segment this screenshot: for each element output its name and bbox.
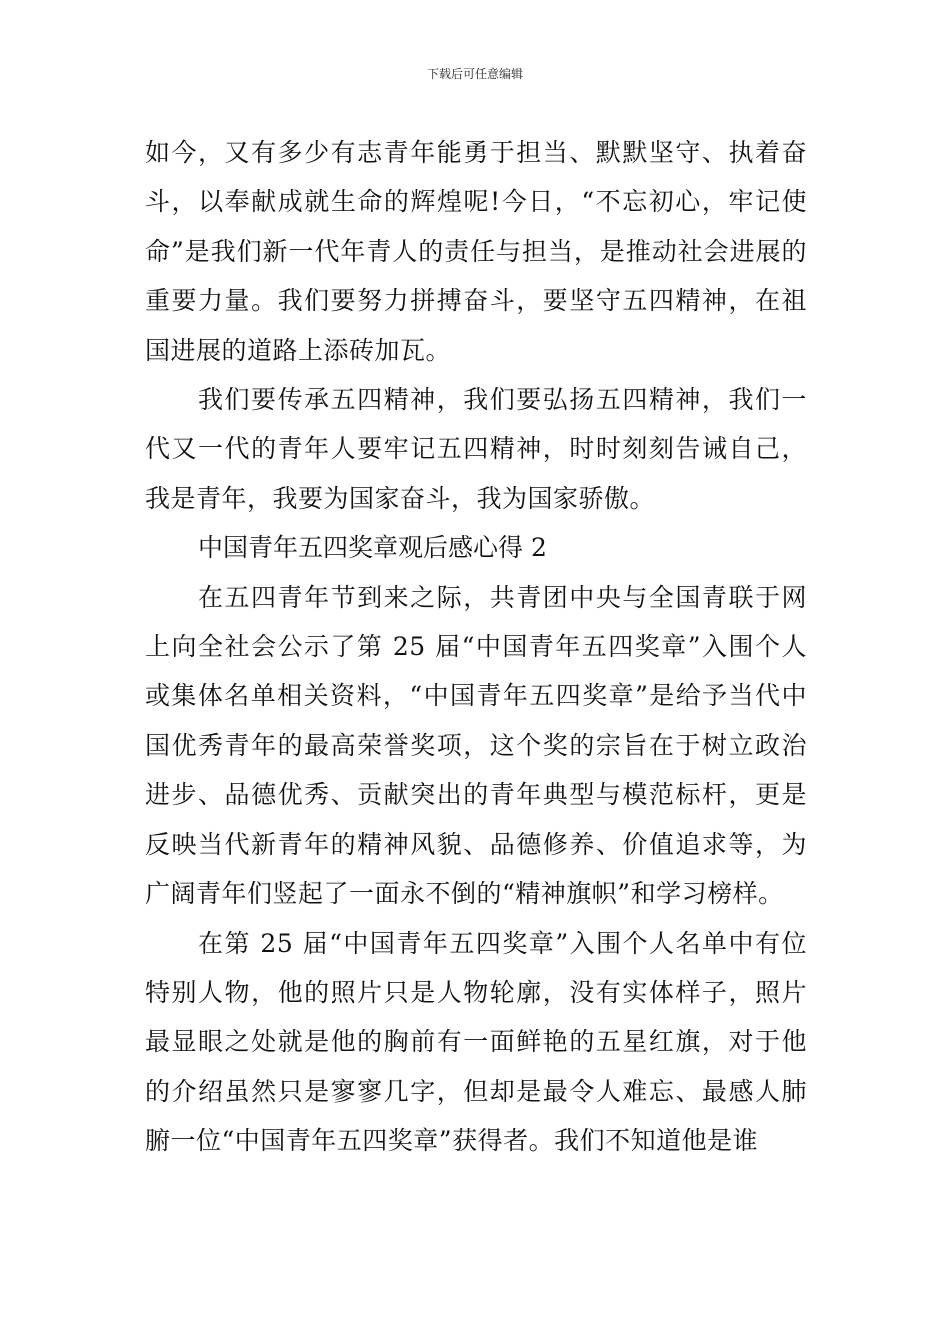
section-heading: 中国青年五四奖章观后感心得 2	[198, 533, 547, 563]
document-body	[145, 128, 807, 1166]
header-note: 下载后可任意编辑	[426, 67, 523, 81]
paragraph-1: 如今，又有多少有志青年能勇于担当、默默坚守、执着奋斗，以奉献成就生命的辉煌呢!今日，“不忘初心，牢记使命”是我们新一代年青人的责任与担当，是推动社会进展的重要力量。我们要努力拼搏奋斗，要坚守五四精神，在祖国进展的道路上添砖加瓦。	[145, 138, 807, 365]
paragraph-3: 在五四青年节到来之际，共青团中央与全国青联于网上向全社会公示了第 25 届“中国青年五四奖章”入围个人或集体名单相关资料，“中国青年五四奖章”是给予当代中国优秀青年的最高荣誉奖项，这个奖的宗旨在于树立政治进步、品德优秀、贡献突出的青年典型与模范标杆，更是反映当代新青年的精神风貌、品德修养、价值追求等，为广阔青年们竖起了一面永不倒的“精神旗帜”和学习榜样。	[145, 582, 807, 909]
paragraph-4: 在第 25 届“中国青年五四奖章”入围个人名单中有位特别人物，他的照片只是人物轮廓，没有实体样子，照片最显眼之处就是他的胸前有一面鲜艳的五星红旗，对于他的介绍虽然只是寥寥几字，但却是最令人难忘、最感人肺腑一位“中国青年五四奖章”获得者。我们不知道他是谁	[145, 928, 807, 1156]
paragraph-2: 我们要传承五四精神，我们要弘扬五四精神，我们一代又一代的青年人要牢记五四精神，时时刻刻告诫自己，我是青年，我要为国家奋斗，我为国家骄傲。	[145, 385, 807, 513]
